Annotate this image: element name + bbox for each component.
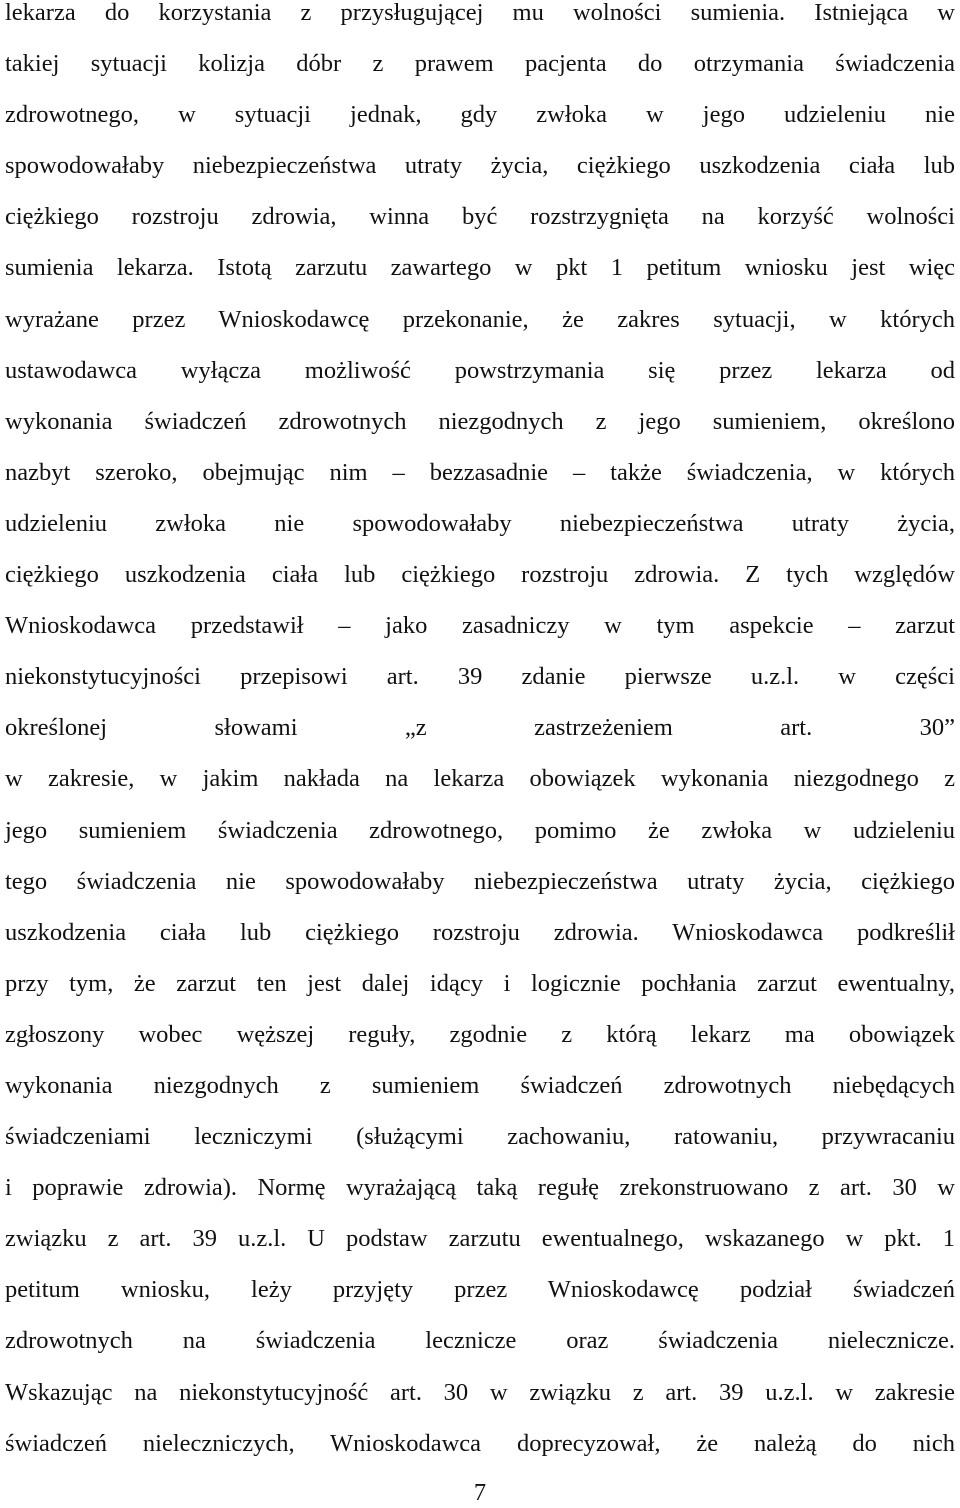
text-line: niekonstytucyjności przepisowi art. 39 zdanie pierwsze u.z.l. w części <box>5 663 955 691</box>
text-line: wykonania świadczeń zdrowotnych niezgodnych z jego sumieniem, określono <box>5 407 955 435</box>
text-line: zgłoszony wobec węższej reguły, zgodnie z którą lekarz ma obowiązek <box>5 1020 955 1048</box>
body-text <box>5 0 955 1469</box>
text-line: takiej sytuacji kolizja dóbr z prawem pacjenta do otrzymania świadczenia <box>5 50 955 78</box>
text-line: przy tym, że zarzut ten jest dalej idący i logicznie pochłania zarzut ewentualny, <box>5 969 955 997</box>
text-line: jego sumieniem świadczenia zdrowotnego, pomimo że zwłoka w udzieleniu <box>5 816 955 844</box>
text-line: zdrowotnego, w sytuacji jednak, gdy zwłoka w jego udzieleniu nie <box>5 101 955 129</box>
text-line: wykonania niezgodnych z sumieniem świadczeń zdrowotnych niebędących <box>5 1071 955 1099</box>
text-line: udzieleniu zwłoka nie spowodowałaby niebezpieczeństwa utraty życia, <box>5 509 955 537</box>
text-line: sumienia lekarza. Istotą zarzutu zawartego w pkt 1 petitum wniosku jest więc <box>5 254 955 282</box>
text-line: ciężkiego uszkodzenia ciała lub ciężkiego rozstroju zdrowia. Z tych względów <box>5 561 955 589</box>
text-line: zdrowotnych na świadczenia lecznicze oraz świadczenia nielecznicze. <box>5 1327 955 1355</box>
text-line: wyrażane przez Wnioskodawcę przekonanie, że zakres sytuacji, w których <box>5 305 955 333</box>
text-line: świadczeń nieleczniczych, Wnioskodawca doprecyzował, że należą do nich <box>5 1429 955 1457</box>
text-line: Wskazując na niekonstytucyjność art. 30 w związku z art. 39 u.z.l. w zakresie <box>5 1378 955 1406</box>
text-line: w zakresie, w jakim nakłada na lekarza obowiązek wykonania niezgodnego z <box>5 765 955 793</box>
text-line: spowodowałaby niebezpieczeństwa utraty życia, ciężkiego uszkodzenia ciała lub <box>5 152 955 180</box>
text-line: tego świadczenia nie spowodowałaby niebezpieczeństwa utraty życia, ciężkiego <box>5 867 955 895</box>
text-line: ciężkiego rozstroju zdrowia, winna być rozstrzygnięta na korzyść wolności <box>5 203 955 231</box>
text-line: petitum wniosku, leży przyjęty przez Wnioskodawcę podział świadczeń <box>5 1276 955 1304</box>
text-line: lekarza do korzystania z przysługującej mu wolności sumienia. Istniejąca w <box>5 0 955 26</box>
text-line: nazbyt szeroko, obejmując nim – bezzasadnie – także świadczenia, w których <box>5 458 955 486</box>
text-line: świadczeniami leczniczymi (służącymi zachowaniu, ratowaniu, przywracaniu <box>5 1123 955 1151</box>
text-line: związku z art. 39 u.z.l. U podstaw zarzutu ewentualnego, wskazanego w pkt. 1 <box>5 1225 955 1253</box>
text-line: określonej słowami „z zastrzeżeniem art. 30” <box>5 714 955 742</box>
text-line: i poprawie zdrowia). Normę wyrażającą taką regułę zrekonstruowano z art. 30 w <box>5 1174 955 1202</box>
page-number: 7 <box>473 1479 487 1506</box>
text-line: Wnioskodawca przedstawił – jako zasadniczy w tym aspekcie – zarzut <box>5 612 955 640</box>
text-line: ustawodawca wyłącza możliwość powstrzymania się przez lekarza od <box>5 356 955 384</box>
text-line: uszkodzenia ciała lub ciężkiego rozstroju zdrowia. Wnioskodawca podkreślił <box>5 918 955 946</box>
